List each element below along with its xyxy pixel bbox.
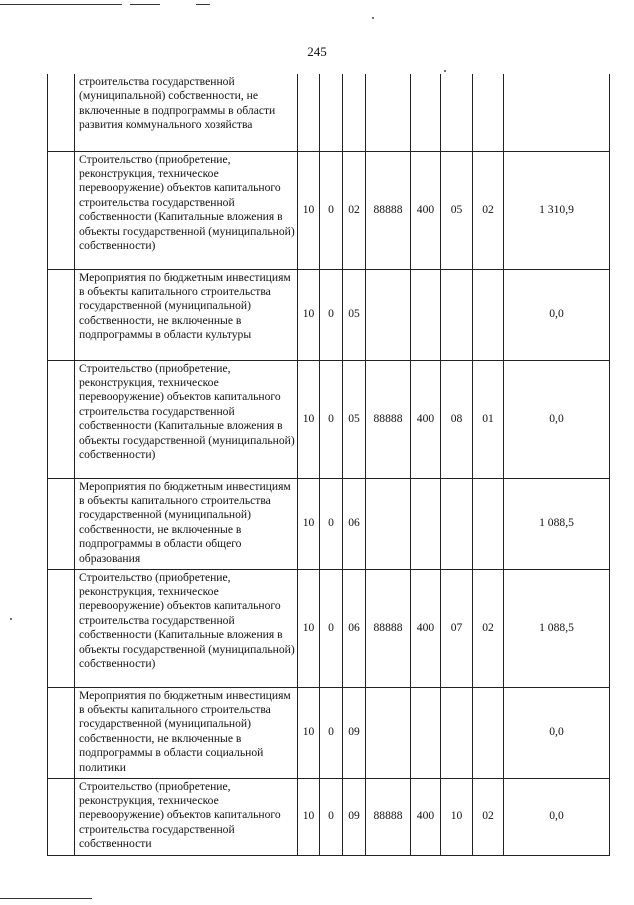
index-cell (48, 478, 75, 569)
code-cell: 88888 (366, 360, 411, 478)
amount-cell: 0,0 (504, 360, 610, 478)
item-name-cell: строительства государственной (муниципальной) собственности, не включенные в подпрограммы в области развития коммунального хозяйства (75, 74, 298, 151)
scan-rule-top-left (0, 4, 122, 5)
code-cell: 10 (441, 778, 473, 855)
code-cell: 02 (473, 151, 504, 269)
code-cell: 09 (343, 778, 366, 855)
code-cell (366, 269, 411, 360)
code-cell (411, 687, 441, 778)
index-cell (48, 360, 75, 478)
code-cell (320, 74, 343, 151)
code-cell: 400 (411, 360, 441, 478)
scan-speck (10, 618, 12, 620)
code-cell (366, 478, 411, 569)
item-name-cell: Мероприятия по бюджетным инвестициям в объекты капитального строительства государственной (муниципальной) собственности, не включенные в подпрограммы в области общего образования (75, 478, 298, 569)
code-cell: 02 (473, 778, 504, 855)
code-cell: 400 (411, 151, 441, 269)
code-cell: 06 (343, 478, 366, 569)
code-cell (411, 269, 441, 360)
code-cell (411, 74, 441, 151)
item-name-cell: Строительство (приобретение, реконструкция, техническое перевооружение) объектов капитального строительства государственной собственности (Капитальные вложения в объекты государственной (муниципальной) собственности) (75, 360, 298, 478)
code-cell: 10 (298, 687, 320, 778)
code-cell (441, 478, 473, 569)
item-name-cell: Мероприятия по бюджетным инвестициям в объекты капитального строительства государственной (муниципальной) собственности, не включенные в подпрограммы в области социальной политики (75, 687, 298, 778)
code-cell: 88888 (366, 569, 411, 687)
code-cell: 0 (320, 478, 343, 569)
code-cell: 400 (411, 778, 441, 855)
code-cell: 0 (320, 687, 343, 778)
code-cell (441, 74, 473, 151)
scan-speck (372, 17, 374, 19)
index-cell (48, 74, 75, 151)
amount-cell (504, 74, 610, 151)
code-cell: 0 (320, 569, 343, 687)
code-cell: 01 (473, 360, 504, 478)
item-name-cell: Мероприятия по бюджетным инвестициям в объекты капитального строительства государственной (муниципальной) собственности, не включенные в подпрограммы в области культуры (75, 269, 298, 360)
code-cell: 02 (343, 151, 366, 269)
amount-cell: 1 310,9 (504, 151, 610, 269)
code-cell: 02 (473, 569, 504, 687)
scan-speck (444, 70, 446, 72)
code-cell (366, 687, 411, 778)
item-name-cell: Строительство (приобретение, реконструкция, техническое перевооружение) объектов капитального строительства государственной собственности (Капитальные вложения в объекты государственной (муниципальной) собственности) (75, 151, 298, 269)
code-cell: 0 (320, 269, 343, 360)
code-cell (473, 74, 504, 151)
code-cell (473, 478, 504, 569)
amount-cell: 0,0 (504, 778, 610, 855)
code-cell (441, 269, 473, 360)
code-cell: 10 (298, 478, 320, 569)
code-cell: 400 (411, 569, 441, 687)
index-cell (48, 569, 75, 687)
table-row (48, 151, 610, 269)
code-cell: 88888 (366, 778, 411, 855)
code-cell: 0 (320, 360, 343, 478)
table-row (48, 569, 610, 687)
code-cell: 10 (298, 569, 320, 687)
code-cell: 05 (343, 360, 366, 478)
amount-cell: 1 088,5 (504, 478, 610, 569)
code-cell: 10 (298, 269, 320, 360)
amount-cell: 1 088,5 (504, 569, 610, 687)
table-row (48, 778, 610, 855)
index-cell (48, 778, 75, 855)
code-cell: 10 (298, 778, 320, 855)
code-cell: 06 (343, 569, 366, 687)
code-cell (473, 269, 504, 360)
code-cell (366, 74, 411, 151)
budget-table (47, 74, 610, 856)
code-cell: 05 (343, 269, 366, 360)
code-cell: 88888 (366, 151, 411, 269)
scan-rule-top-mid (130, 4, 160, 5)
scan-rule-top-right (196, 4, 210, 5)
item-name-cell: Строительство (приобретение, реконструкция, техническое перевооружение) объектов капитального строительства государственной собственности (Капитальные вложения в объекты государственной (муниципальной) собственности) (75, 569, 298, 687)
amount-cell: 0,0 (504, 687, 610, 778)
index-cell (48, 687, 75, 778)
code-cell: 0 (320, 151, 343, 269)
code-cell (411, 478, 441, 569)
table-row (48, 74, 610, 151)
code-cell (441, 687, 473, 778)
table-row (48, 269, 610, 360)
code-cell: 08 (441, 360, 473, 478)
index-cell (48, 269, 75, 360)
code-cell: 05 (441, 151, 473, 269)
scan-rule-bottom (0, 898, 92, 899)
table-row (48, 478, 610, 569)
code-cell: 07 (441, 569, 473, 687)
table-row (48, 360, 610, 478)
code-cell (298, 74, 320, 151)
code-cell: 09 (343, 687, 366, 778)
amount-cell: 0,0 (504, 269, 610, 360)
index-cell (48, 151, 75, 269)
page-number: 245 (307, 44, 327, 59)
code-cell: 10 (298, 360, 320, 478)
code-cell: 10 (298, 151, 320, 269)
code-cell: 0 (320, 778, 343, 855)
item-name-cell: Строительство (приобретение, реконструкция, техническое перевооружение) объектов капитального строительства государственной собственности (75, 778, 298, 855)
table-row (48, 687, 610, 778)
code-cell (473, 687, 504, 778)
budget-table-body (48, 74, 610, 855)
code-cell (343, 74, 366, 151)
